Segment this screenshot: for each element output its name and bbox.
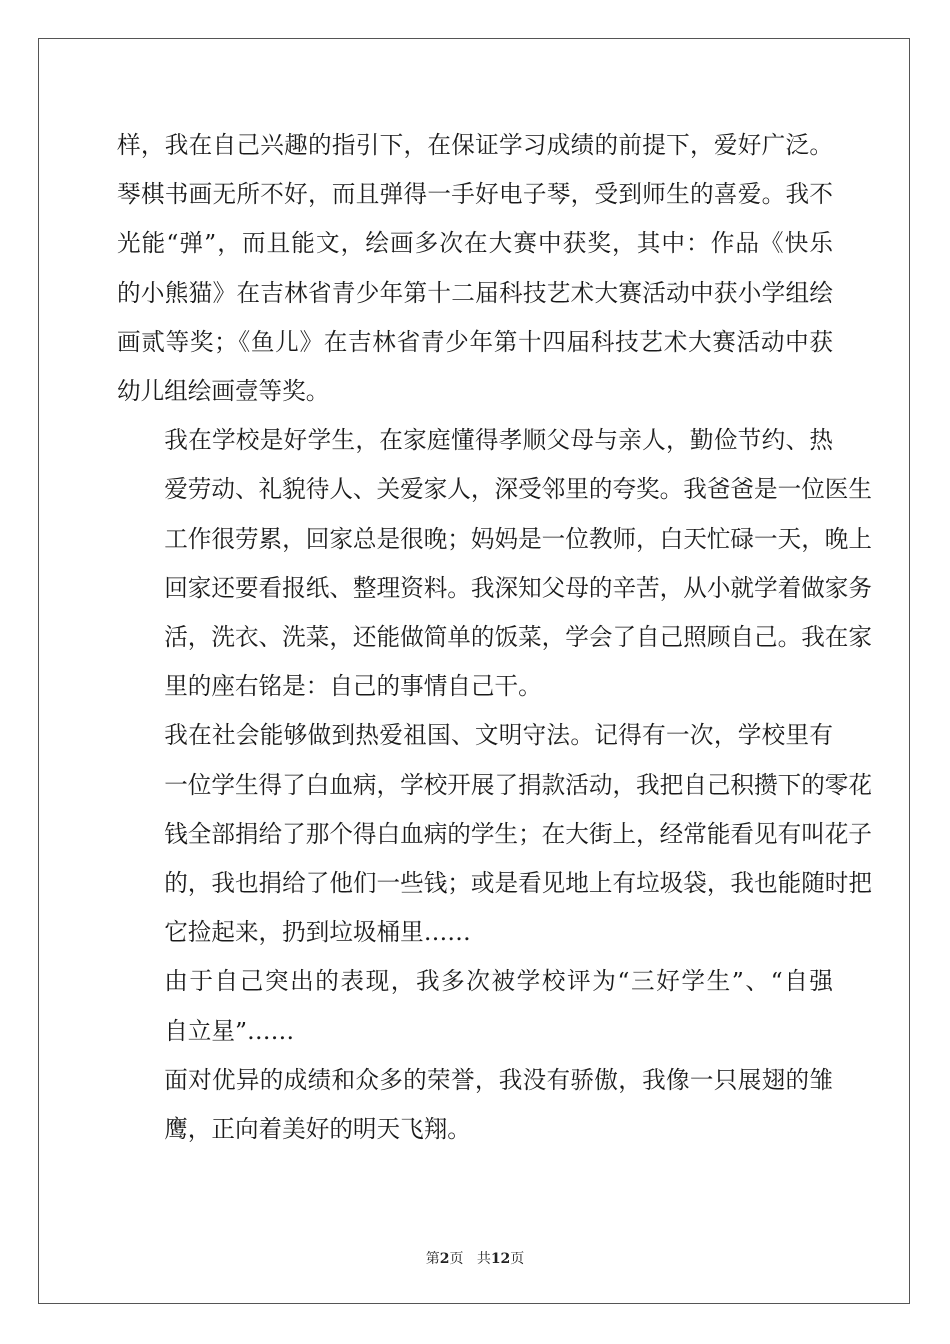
text-line: 幼儿组绘画壹等奖。	[117, 377, 330, 406]
text-line: 我在学校是好学生，在家庭懂得孝顺父母与亲人，勤俭节约、热	[164, 426, 833, 455]
page-footer	[0, 1248, 950, 1268]
text-line: 的，我也捐给了他们一些钱；或是看见地上有垃圾袋，我也能随时把	[164, 869, 872, 898]
text-line: 活，洗衣、洗菜，还能做简单的饭菜，学会了自己照顾自己。我在家	[164, 623, 872, 652]
footer-total-prefix: 共	[476, 1251, 491, 1267]
text-line: 画贰等奖；《鱼儿》在吉林省青少年第十四届科技艺术大赛活动中获	[117, 327, 833, 356]
text-line: 样，我在自己兴趣的指引下，在保证学习成绩的前提下，爱好广泛。	[117, 131, 833, 159]
footer-page-prefix: 第	[425, 1251, 440, 1267]
footer-page-number: 2	[439, 1251, 450, 1267]
text-line: 钱全部捐给了那个得白血病的学生；在大街上，经常能看见有叫花子	[164, 819, 872, 848]
text-line: 一位学生得了白血病，学校开展了捐款活动，我把自己积攒下的零花	[164, 770, 872, 799]
footer-total-pages: 12	[490, 1251, 511, 1267]
text-line: 琴棋书画无所不好，而且弹得一手好电子琴，受到师生的喜爱。我不	[117, 180, 833, 209]
text-line: 工作很劳累，回家总是很晚；妈妈是一位教师，白天忙碌一天，晚上	[164, 524, 872, 553]
text-line: 光能“弹”，而且能文，绘画多次在大赛中获奖，其中：作品《快乐	[117, 229, 833, 258]
text-line: 我在社会能够做到热爱祖国、文明守法。记得有一次，学校里有	[164, 721, 833, 750]
text-line: 的小熊猫》在吉林省青少年第十二届科技艺术大赛活动中获小学组绘	[117, 278, 833, 307]
paragraph	[117, 121, 833, 416]
text-line: 由于自己突出的表现，我多次被学校评为“三好学生”、“自强	[164, 967, 833, 996]
paragraph	[117, 711, 872, 957]
paragraph	[117, 416, 872, 711]
document-body	[117, 121, 872, 1154]
text-line: 里的座右铭是：自己的事情自己干。	[164, 672, 542, 701]
footer-total-suffix: 页	[510, 1251, 525, 1267]
text-line: 它捡起来，扔到垃圾桶里……	[164, 918, 471, 947]
paragraph	[117, 1056, 833, 1154]
text-line: 自立星”……	[164, 1016, 295, 1045]
footer-page-suffix: 页	[449, 1251, 464, 1267]
text-line: 爱劳动、礼貌待人、关爱家人，深受邻里的夸奖。我爸爸是一位医生	[164, 475, 872, 504]
text-line: 回家还要看报纸、整理资料。我深知父母的辛苦，从小就学着做家务	[164, 573, 872, 602]
paragraph	[117, 957, 833, 1055]
text-line: 鹰，正向着美好的明天飞翔。	[164, 1115, 471, 1144]
text-line: 面对优异的成绩和众多的荣誉，我没有骄傲，我像一只展翅的雏	[164, 1065, 833, 1094]
